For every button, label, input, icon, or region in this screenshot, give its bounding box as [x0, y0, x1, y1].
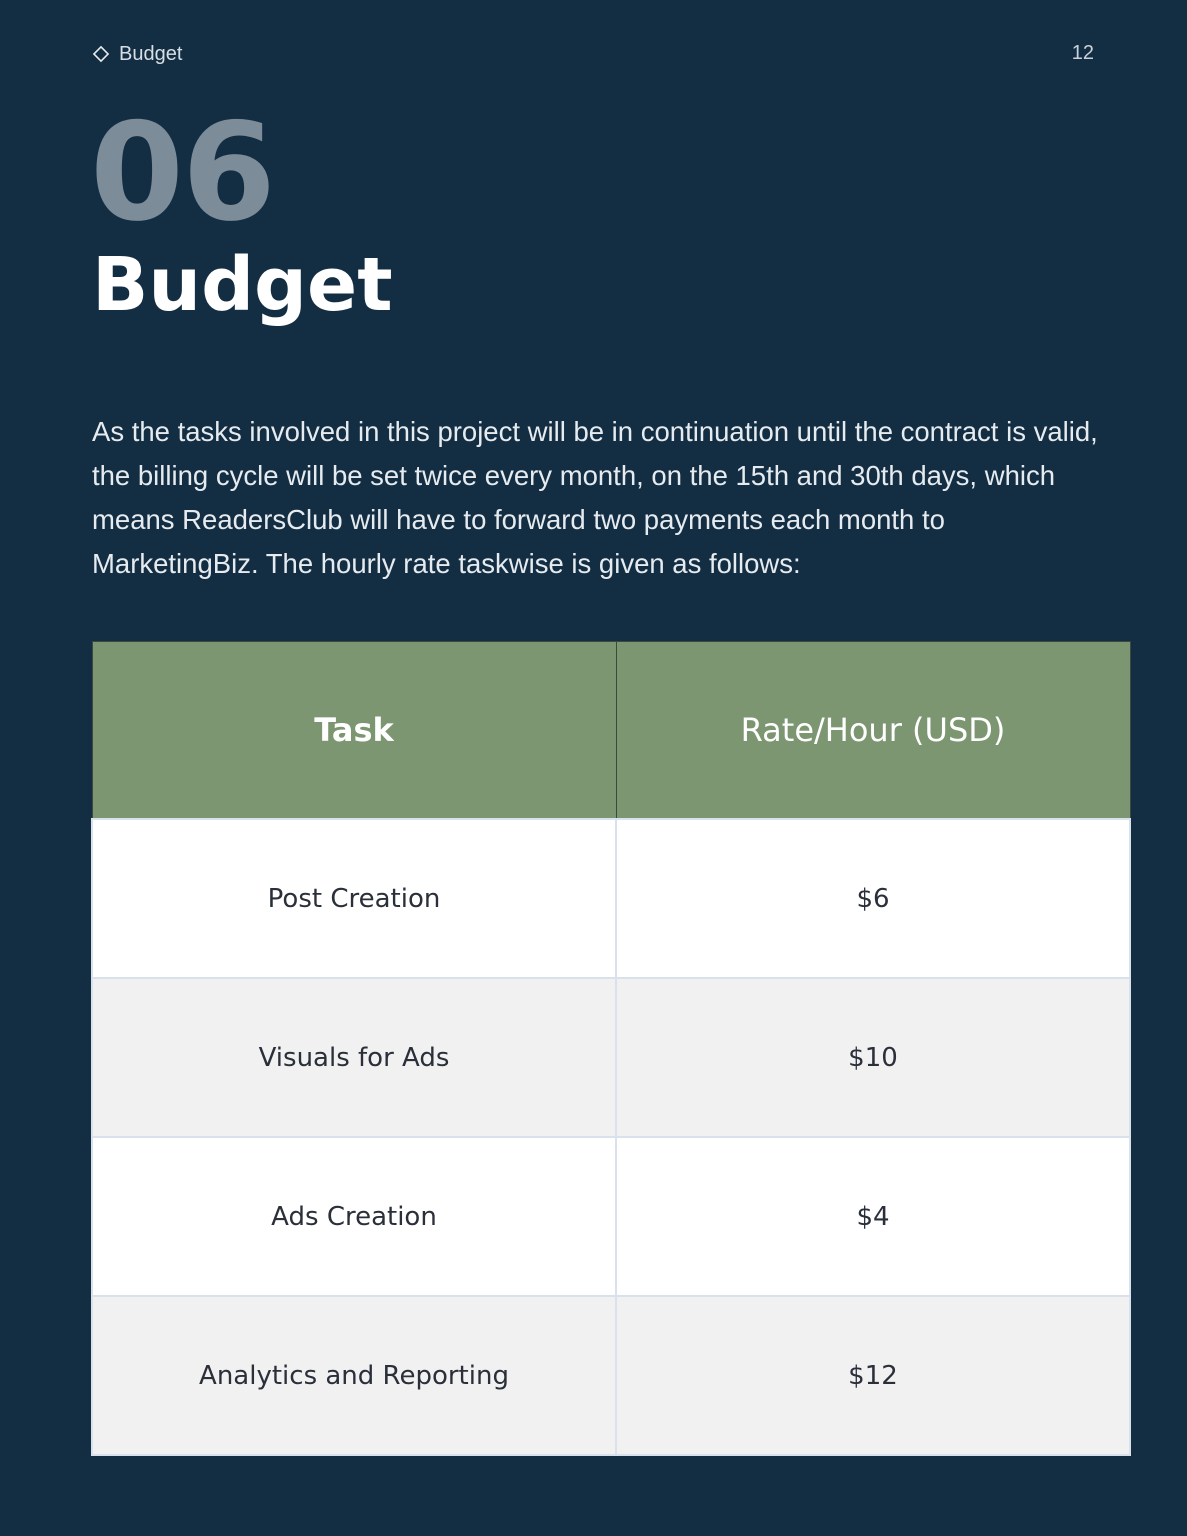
- task-cell: Visuals for Ads: [92, 978, 616, 1137]
- column-header-task: Task: [92, 642, 616, 820]
- column-header-rate: Rate/Hour (USD): [616, 642, 1130, 820]
- table-header-row: [92, 642, 1130, 820]
- table-row: [92, 1296, 1130, 1455]
- section-number: 06: [90, 94, 274, 251]
- table-row: [92, 978, 1130, 1137]
- task-cell: Ads Creation: [92, 1137, 616, 1296]
- task-cell: Analytics and Reporting: [92, 1296, 616, 1455]
- page-header: [92, 40, 1094, 68]
- rate-cell: $10: [616, 978, 1130, 1137]
- task-cell: Post Creation: [92, 819, 616, 978]
- rate-cell: $12: [616, 1296, 1130, 1455]
- rate-table: [91, 641, 1131, 1456]
- page-number: 12: [1071, 42, 1094, 64]
- table-row: [92, 1137, 1130, 1296]
- table-row: [92, 819, 1130, 978]
- intro-paragraph: As the tasks involved in this project will be in continuation until the contract is valid, the billing cycle will be set twice every month, on the 15th and 30th days, which means ReadersClub will have to forward two payments each month to MarketingBiz. The hourly rate taskwise is given as follows:: [92, 416, 1098, 579]
- rate-cell: $6: [616, 819, 1130, 978]
- page-title: Budget: [92, 242, 393, 328]
- diamond-icon: [92, 45, 110, 63]
- breadcrumb: [92, 40, 182, 68]
- rate-cell: $4: [616, 1137, 1130, 1296]
- section-label: Budget: [119, 42, 183, 65]
